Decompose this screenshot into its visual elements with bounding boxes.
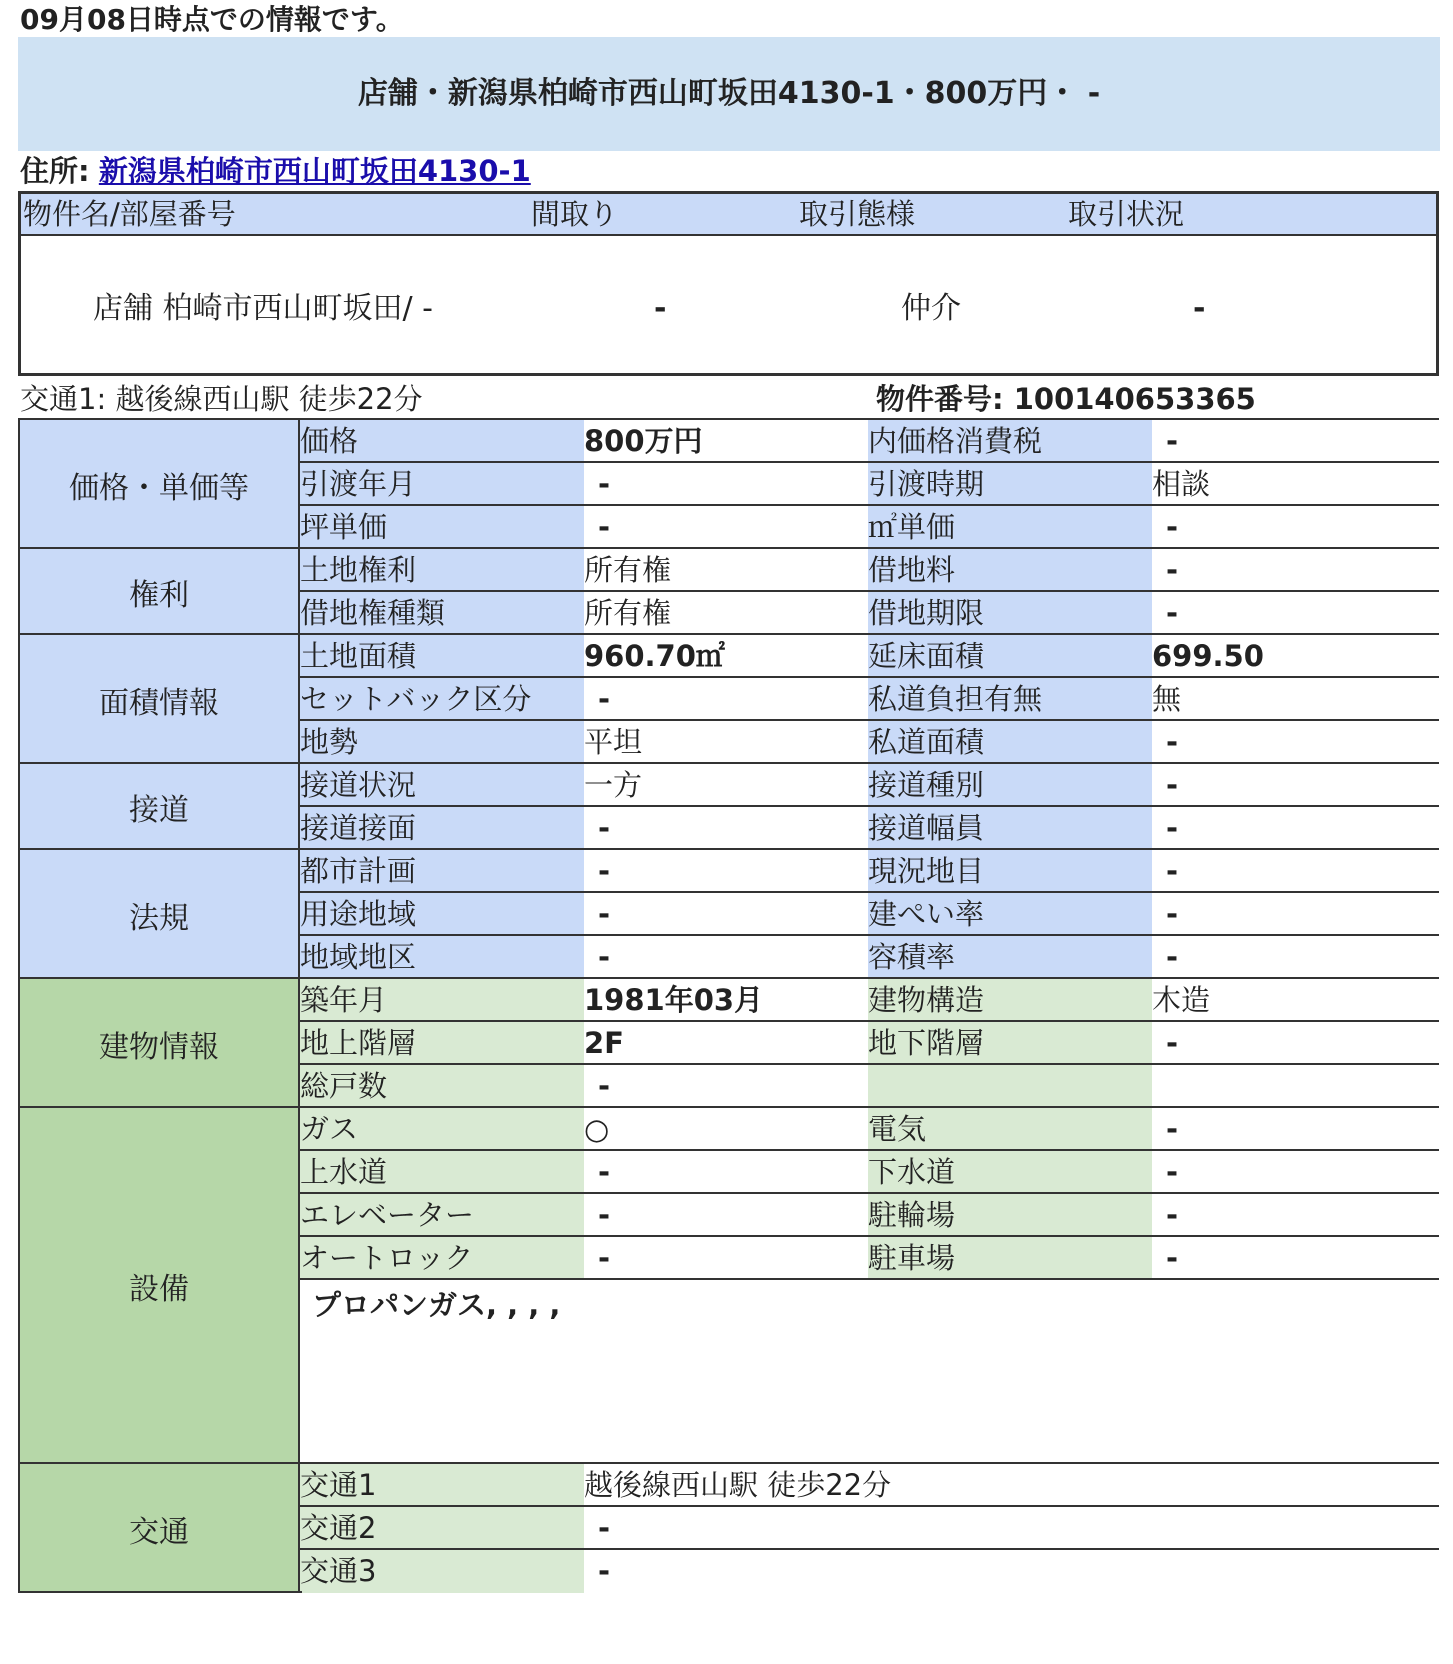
field-value: - (1166, 1241, 1179, 1275)
header-layout: 間取り (531, 197, 619, 231)
facilities-note: プロパンガス, , , , (300, 1278, 1439, 1462)
section-label-regulations: 法規 (18, 848, 300, 979)
field-label: 容積率 (868, 936, 1152, 979)
field-value: 699.50 (1152, 639, 1264, 673)
field-value: - (598, 1155, 611, 1189)
field-value: 所有権 (584, 596, 672, 630)
header-transaction-status: 取引状況 (1068, 197, 1185, 231)
title-banner-text: 店舗・新潟県柏崎市西山町坂田4130-1・800万円・ - (357, 76, 1101, 111)
detail-row (300, 418, 1439, 463)
field-value: - (1166, 1026, 1179, 1060)
header-property-name: 物件名/部屋番号 (23, 197, 236, 231)
field-label: エレベーター (300, 1194, 584, 1237)
transit-value: 越後線西山駅 徒歩22分 (115, 382, 423, 416)
field-value: 一方 (584, 768, 643, 802)
property-summary-header (21, 194, 1436, 236)
property-summary-table (18, 191, 1439, 376)
detail-row (300, 633, 1439, 678)
field-label: 駐輪場 (868, 1194, 1152, 1237)
section-label-transport: 交通 (18, 1462, 300, 1593)
property-number-label: 物件番号: (876, 382, 1004, 416)
field-label: 内価格消費税 (868, 420, 1152, 463)
value-transaction-status: - (1193, 291, 1206, 326)
field-label: 地域地区 (300, 936, 584, 979)
date-notice: 09月08日時点での情報です。 (20, 3, 404, 36)
detail-row (300, 1462, 1439, 1507)
detail-row (300, 934, 1439, 979)
field-label: 現況地目 (868, 850, 1152, 893)
section-label-facilities: 設備 (18, 1106, 300, 1464)
detail-row (300, 1106, 1439, 1151)
property-number (876, 378, 1256, 420)
section-label-road-access: 接道 (18, 762, 300, 850)
detail-row (300, 848, 1439, 893)
section-label-rights: 権利 (18, 547, 300, 635)
field-label: 借地期限 (868, 592, 1152, 635)
grid-bottom-border (18, 1591, 302, 1593)
field-label: 延床面積 (868, 635, 1152, 678)
section-label-price: 価格・単価等 (18, 418, 300, 549)
field-label: ガス (300, 1108, 584, 1151)
detail-row (300, 1235, 1439, 1280)
field-value: - (1166, 811, 1179, 845)
field-label: セットバック区分 (300, 678, 584, 721)
field-label: 都市計画 (300, 850, 584, 893)
field-value: - (598, 1198, 611, 1232)
field-label: 用途地域 (300, 893, 584, 936)
field-label: 交通2 (300, 1507, 584, 1550)
field-value: 無 (1152, 682, 1182, 716)
field-label: 価格 (300, 420, 584, 463)
detail-row (300, 1149, 1439, 1194)
field-label: 電気 (868, 1108, 1152, 1151)
field-value: 越後線西山駅 徒歩22分 (584, 1468, 892, 1502)
field-value: - (1166, 940, 1179, 974)
field-value: - (598, 1511, 611, 1545)
detail-row (300, 762, 1439, 807)
field-value: - (1166, 854, 1179, 888)
detail-row (300, 676, 1439, 721)
field-label: 接道状況 (300, 764, 584, 807)
field-label: オートロック (300, 1237, 584, 1280)
field-label: 借地権種類 (300, 592, 584, 635)
field-value: - (1166, 1155, 1179, 1189)
detail-row (300, 891, 1439, 936)
detail-row (300, 461, 1439, 506)
field-value: - (598, 682, 611, 716)
transit-label: 交通1: (20, 382, 107, 416)
field-label: 引渡年月 (300, 463, 584, 506)
field-label: 地上階層 (300, 1022, 584, 1065)
field-value: 2F (584, 1026, 624, 1060)
field-value: 木造 (1152, 983, 1211, 1017)
field-value: - (1166, 510, 1179, 544)
field-value: - (1166, 553, 1179, 587)
field-label: 地勢 (300, 721, 584, 764)
address-line (20, 151, 531, 191)
field-value: - (1166, 596, 1179, 630)
field-label: 私道負担有無 (868, 678, 1152, 721)
detail-row (300, 719, 1439, 764)
address-link[interactable]: 新潟県柏崎市西山町坂田4130-1 (98, 154, 531, 188)
value-property-name: 店舗 柏崎市西山町坂田/ - (93, 291, 434, 326)
detail-row (300, 1063, 1439, 1108)
field-value: 平坦 (584, 725, 643, 759)
field-value: - (598, 467, 611, 501)
field-value: - (598, 1069, 611, 1103)
detail-row (300, 504, 1439, 549)
field-value: - (1166, 424, 1179, 458)
field-label: 建ぺい率 (868, 893, 1152, 936)
detail-row (300, 1548, 1439, 1593)
detail-row (300, 805, 1439, 850)
field-value: 所有権 (584, 553, 672, 587)
field-value (1152, 1065, 1439, 1108)
field-label: 築年月 (300, 979, 584, 1022)
field-label: 下水道 (868, 1151, 1152, 1194)
field-label: 建物構造 (868, 979, 1152, 1022)
field-value: 相談 (1152, 467, 1211, 501)
field-label: 私道面積 (868, 721, 1152, 764)
field-value: - (598, 940, 611, 974)
field-value: - (1166, 1112, 1179, 1146)
field-label: 駐車場 (868, 1237, 1152, 1280)
header-transaction-type: 取引態様 (799, 197, 916, 231)
value-transaction-type: 仲介 (901, 291, 961, 326)
field-label: 交通1 (300, 1464, 584, 1507)
field-value: - (598, 854, 611, 888)
field-value: - (598, 510, 611, 544)
field-value: 960.70㎡ (584, 639, 725, 673)
field-value: ○ (584, 1112, 610, 1146)
field-label: 土地権利 (300, 549, 584, 592)
field-value: - (1166, 725, 1179, 759)
field-label: 土地面積 (300, 635, 584, 678)
field-value: - (598, 897, 611, 931)
field-value: - (598, 1554, 611, 1588)
field-value: - (1166, 897, 1179, 931)
section-label-area: 面積情報 (18, 633, 300, 764)
detail-row (300, 590, 1439, 635)
detail-row (300, 977, 1439, 1022)
detail-row (300, 1020, 1439, 1065)
field-label: 接道接面 (300, 807, 584, 850)
field-label (868, 1065, 1152, 1108)
field-label: 接道種別 (868, 764, 1152, 807)
field-value: - (1166, 1198, 1179, 1232)
field-value: - (598, 811, 611, 845)
field-value: 800万円 (584, 424, 703, 458)
field-label: ㎡単価 (868, 506, 1152, 549)
transit-summary (20, 378, 423, 420)
field-value: - (1166, 768, 1179, 802)
field-label: 地下階層 (868, 1022, 1152, 1065)
field-label: 引渡時期 (868, 463, 1152, 506)
field-label: 坪単価 (300, 506, 584, 549)
detail-row (300, 1192, 1439, 1237)
field-value: 1981年03月 (584, 983, 764, 1017)
section-label-building: 建物情報 (18, 977, 300, 1108)
detail-row (300, 547, 1439, 592)
detail-row (300, 1505, 1439, 1550)
field-label: 上水道 (300, 1151, 584, 1194)
field-label: 借地料 (868, 549, 1152, 592)
field-label: 総戸数 (300, 1065, 584, 1108)
value-layout: - (654, 291, 667, 326)
field-label: 交通3 (300, 1550, 584, 1593)
field-value: - (598, 1241, 611, 1275)
field-label: 接道幅員 (868, 807, 1152, 850)
property-number-value: 100140653365 (1013, 382, 1256, 416)
address-label: 住所: (20, 154, 90, 188)
